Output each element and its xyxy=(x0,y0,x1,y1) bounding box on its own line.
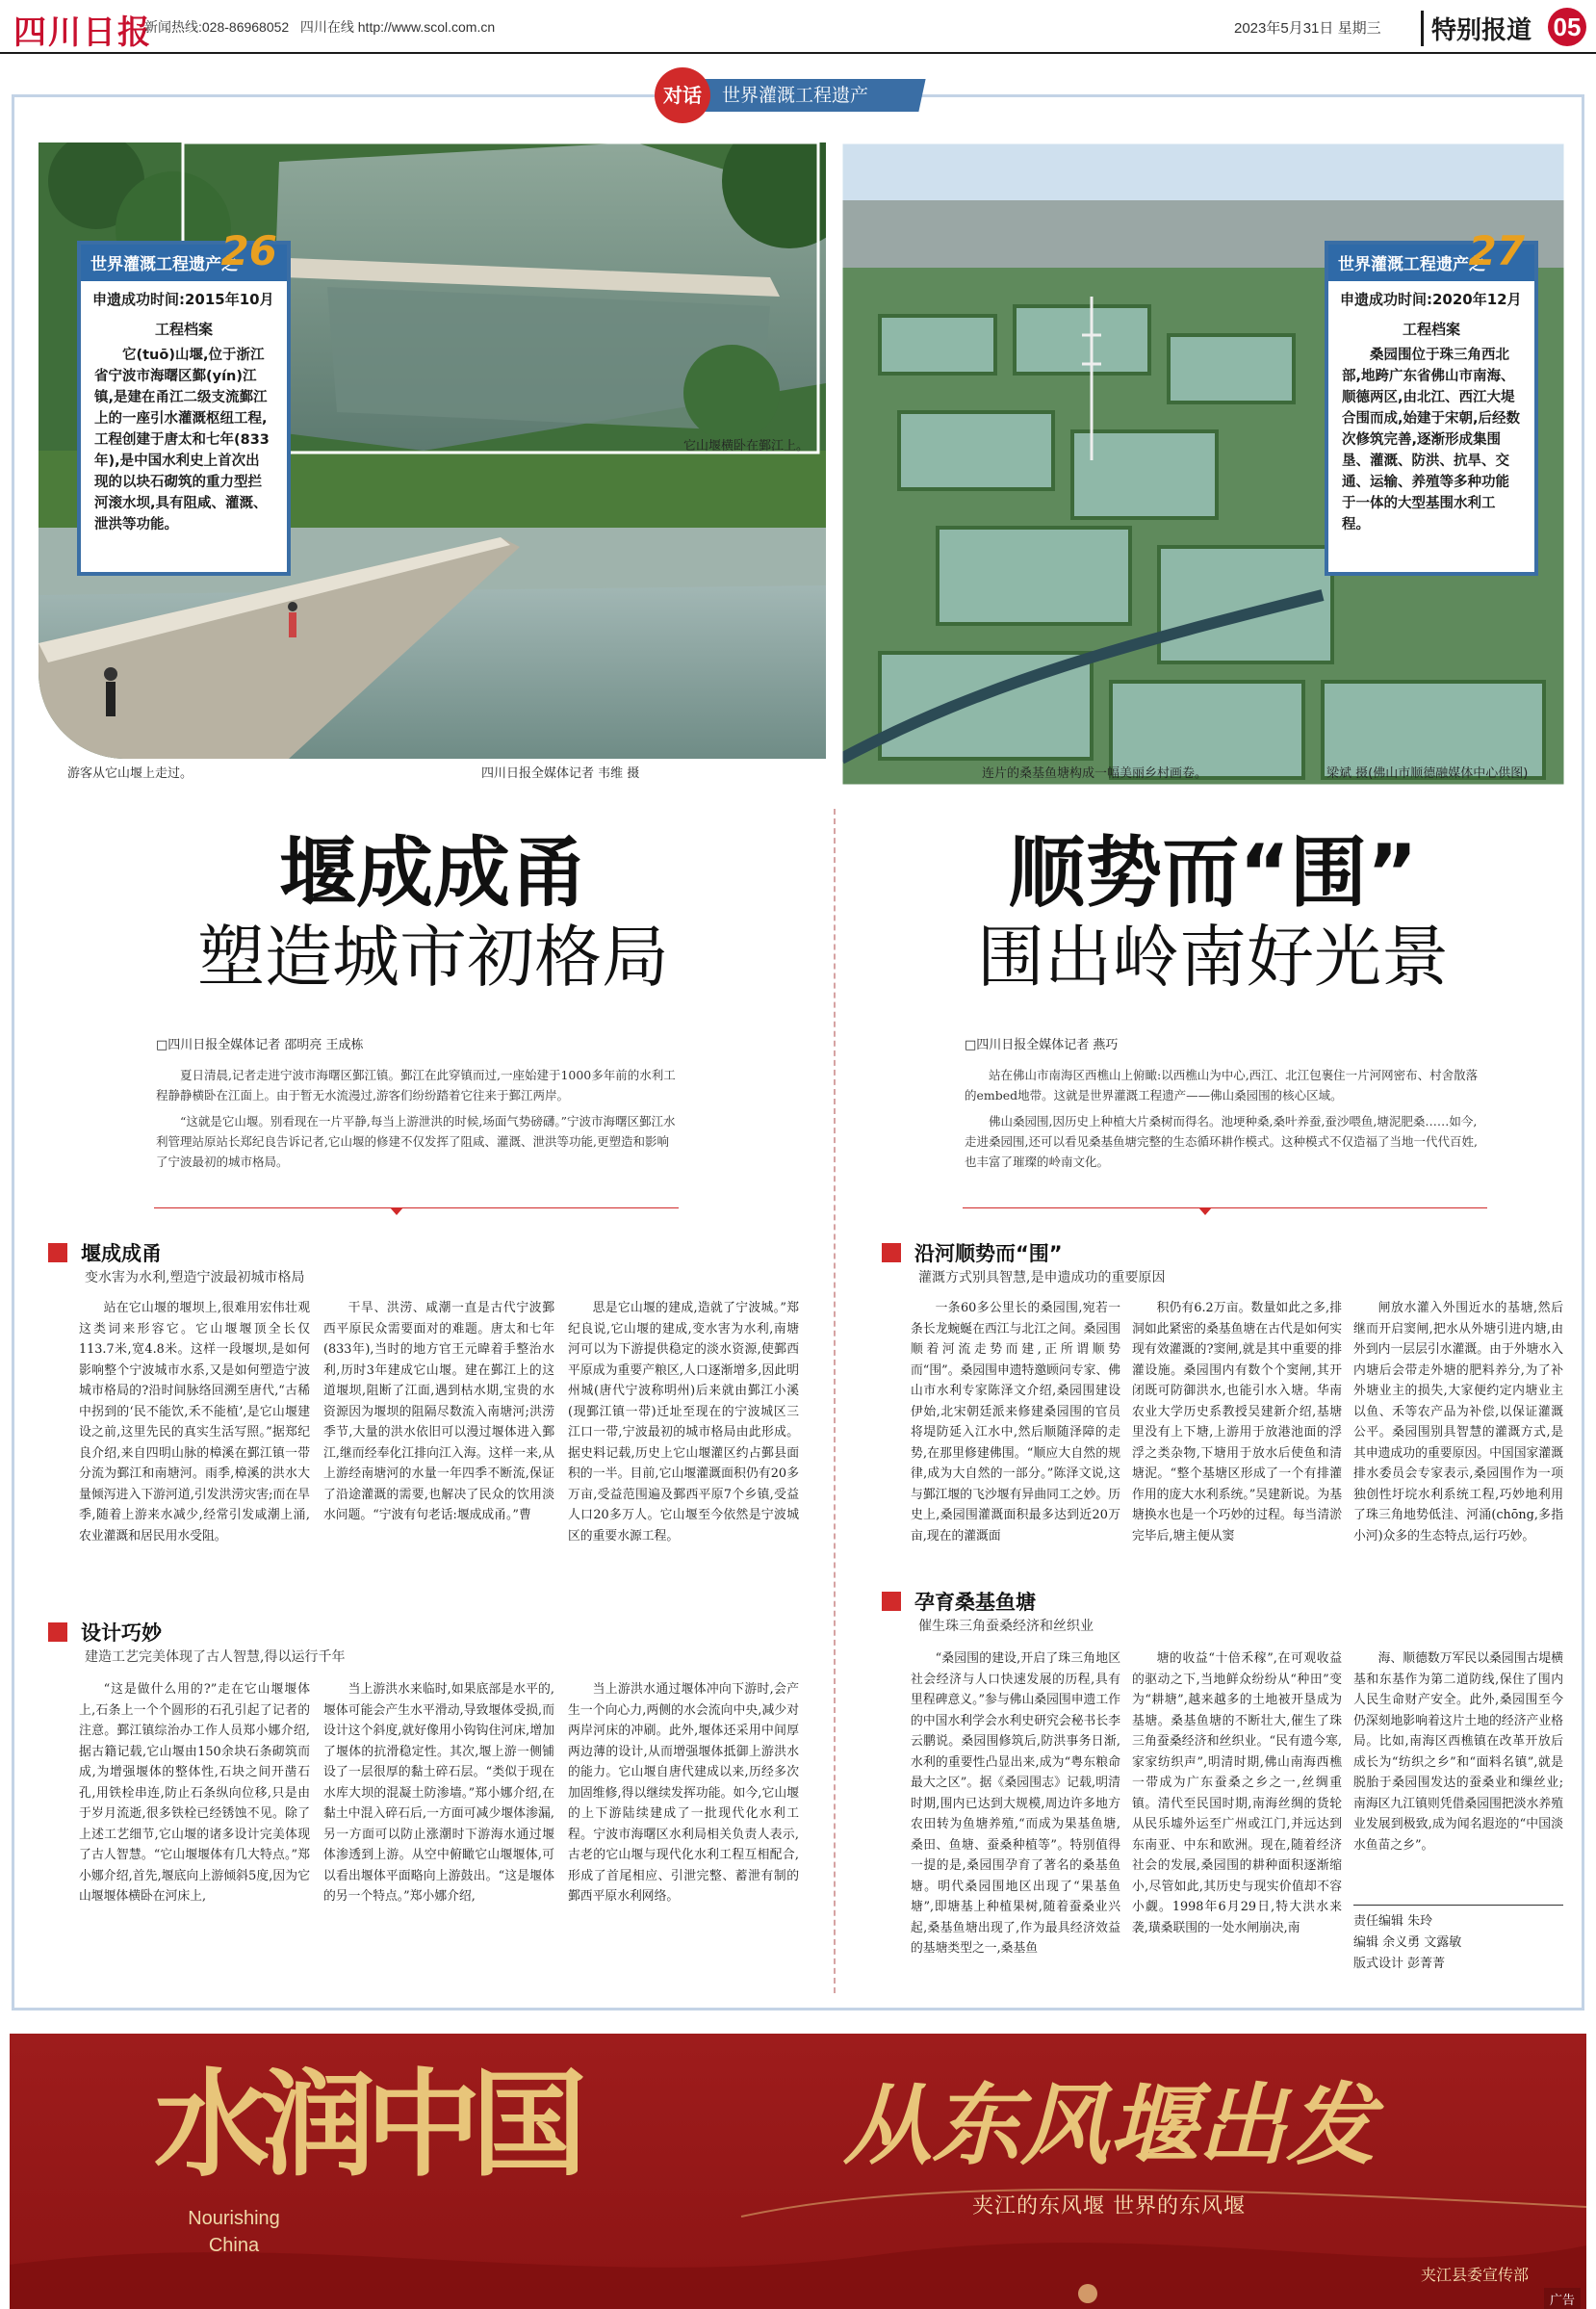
section-title: 特别报道 xyxy=(1421,11,1532,46)
right-photo-caption: 连片的桑基鱼塘构成一幅美丽乡村画卷。 xyxy=(982,766,1208,781)
inset-caption: 它山堰横卧在鄞江上。 xyxy=(683,439,810,454)
hotline: 新闻热线:028-86968052 xyxy=(144,19,290,35)
ad-tagline: 夹江的东风堰 世界的东风堰 xyxy=(972,2194,1246,2218)
lead-paragraph: 夏日清晨,记者走进宁波市海曙区鄞江镇。鄞江在此穿镇而过,一座始建于1000多年前的水利工程静静横卧在江面上。由于暂无水流漫过,游客们纷纷踏着它往来于鄞江两岸。 xyxy=(156,1068,676,1103)
right-byline: □四川日报全媒体记者 燕巧 xyxy=(965,1038,1119,1052)
right-s2-col2 xyxy=(1132,1648,1342,1978)
right-section1-title: 沿河顺势而“围” xyxy=(882,1238,1063,1267)
topic-band xyxy=(697,79,925,112)
right-s2-col1 xyxy=(911,1648,1120,1978)
right-subheadline: 围出岭南好光景 xyxy=(977,918,1449,997)
column-divider xyxy=(834,809,836,1993)
paragraph: 站在它山堰的堰坝上,很难用宏伟壮观这类词来形容它。它山堰堰顶全长仅113.7米,宽4.8米。这样一段堰坝,是如何影响整个宁波城市水系,又是如何塑造宁波城市格局的?沿时间脉络回溯至唐代,“古稀中拐到的‘民不能饮,禾不能植’,是它山堰建设之前,这里先民的真实生活写照。”据郑纪良介绍,来自四明山脉的樟溪在鄞江镇一带分流为鄞江和南塘河。雨季,樟溪的洪水大量倾泻进入下游河道,引发洪涝灾害;而在旱季,随着上游来水减少,经常引发咸潮上涌,农业灌溉和居民用水受阻。 xyxy=(79,1301,310,1544)
lead-rule xyxy=(154,1207,679,1208)
lead-paragraph: 佛山桑园围,因历史上种植大片桑树而得名。池埂种桑,桑叶养蚕,蚕沙喂鱼,塘泥肥桑……如今,走进桑园围,还可以看见桑基鱼塘完整的生态循环耕作模式。这种模式不仅造福了当地一代代百姓,也丰富了璀璨的岭南文化。 xyxy=(965,1114,1478,1169)
card-header xyxy=(81,227,287,281)
topic-badge: 对话 xyxy=(655,67,710,123)
page-number: 05 xyxy=(1548,8,1586,46)
paragraph: 塘的收益“十倍禾稼”,在可观收益的驱动之下,当地鲜众纷纷从“种田”变为“耕塘”,越来越多的土地被开垦成为基塘。桑基鱼塘的不断壮大,催生了珠三角蚕桑经济和丝织业。“民有遗今寒,家家纺织声”,明清时期,佛山南海西樵一带成为广东蚕桑之乡之一,丝绸重镇。清代至民国时期,南海丝绸的货轮从民乐墟外运至广州或江门,并远达到东南亚、中东和欧洲。现在,随着经济社会的发展,桑园围的耕种面积逐渐缩小,尽管如此,其历史与现实价值却不容小觑。1998年6月29日,特大洪水来袭,璜桑联围的一处水闸崩决,南 xyxy=(1132,1651,1342,1935)
lead-rule-marker xyxy=(1198,1207,1212,1215)
card-number: 27 xyxy=(1468,227,1525,274)
topic-title: 世界灌溉工程遗产 xyxy=(722,85,869,106)
card-label: 工程档案 xyxy=(1402,321,1460,338)
website-link[interactable]: 四川在线 http://www.scol.com.cn xyxy=(299,19,496,35)
lead-paragraph: “这就是它山堰。别看现在一片平静,每当上游泄洪的时候,场面气势磅礴。”宁波市海曙区鄞江水利管理站原站长郑纪良告诉记者,它山堰的修建不仅发挥了阻咸、灌溉、泄洪等功能,更塑造和影响了宁波最初的城市格局。 xyxy=(156,1114,676,1169)
advertisement-banner[interactable] xyxy=(10,2034,1586,2309)
card-body: 它(tuō)山堰,位于浙江省宁波市海曙区鄞(yín)江镇,是建在甬江二级支流鄞江上的一座引水灌溉枢纽工程,工程创建于唐太和七年(833年),是中国水利史上首次出现的以块石砌筑的重力型拦河滚水坝,具有阻咸、灌溉、泄洪等功能。 xyxy=(94,348,270,532)
paragraph: 一条60多公里长的桑园围,宛若一条长龙蜿蜒在西江与北江之间。桑园围顺着河流走势而建,正所谓顺势而“围”。桑园围申遗特邀顾问专家、佛山市水利专家陈泽文介绍,桑园围建设伊始,北宋朝廷派来修建桑园围的官员将堤防延入江水中,然后顺随泽障的走势,在那里修建佛围。“顺应大自然的规律,成为大自然的一部分。”陈泽文说,这与鄞江堰的飞沙堰有异曲同工之妙。历史上,桑园围灌溉面积最多达到近20万亩,现在的灌溉面 xyxy=(911,1301,1120,1544)
right-s1-col1 xyxy=(911,1298,1120,1577)
editor-line: 责任编辑 朱玲 xyxy=(1353,1914,1433,1929)
card-series: 世界灌溉工程遗产之 xyxy=(1338,255,1485,274)
card-header xyxy=(1328,227,1534,281)
lead-rule xyxy=(963,1207,1487,1208)
paragraph: 当上游洪水来临时,如果底部是水平的,堰体可能会产生水平滑动,导致堰体受损,而设计这个斜度,就好像用小钩钩住河床,增加了堰体的抗滑稳定性。其次,堰上游一侧铺设了一层很厚的黏土碎石层。“类似于现在水库大坝的混凝土防渗墙。”郑小娜介绍,在黏土中混入碎石后,一方面可减少堰体渗漏,另一方面可以防止涨潮时下游海水通过堰体渗透到上游。从空中俯瞰它山堰堰体,可以看出堰体平面略向上游鼓出。“这是堰体的另一个特点。”郑小娜介绍, xyxy=(323,1682,554,1904)
editor-credits xyxy=(1353,1905,1563,1975)
right-s1-col2 xyxy=(1132,1298,1342,1577)
right-s1-col3 xyxy=(1353,1298,1563,1577)
ad-en-line2: China xyxy=(208,2235,260,2256)
card-date: 申遗成功时间:2020年12月 xyxy=(1340,291,1522,308)
lead-rule-marker xyxy=(390,1207,403,1215)
card-date: 申遗成功时间:2015年10月 xyxy=(92,291,274,308)
left-photo-caption: 游客从它山堰上走过。 xyxy=(67,766,193,781)
ad-en-line1: Nourishing xyxy=(188,2208,280,2229)
ad-left-english xyxy=(162,2205,306,2259)
card-label: 工程档案 xyxy=(154,321,213,338)
topic-banner xyxy=(655,67,924,117)
left-photo-credit: 四川日报全媒体记者 韦维 摄 xyxy=(481,766,640,781)
left-section2-title: 设计巧妙 xyxy=(48,1618,162,1647)
ad-label: 广告 xyxy=(1544,2288,1581,2309)
right-s2-col3 xyxy=(1353,1648,1563,1897)
card-body: 桑园围位于珠三角西北部,地跨广东省佛山市南海、顺德两区,由北江、西江大堤合围而成,始建于宋朝,后经数次修筑完善,逐渐形成集围垦、灌溉、防洪、抗旱、交通、运输、养殖等多种功能于一体的大型基围水利工程。 xyxy=(1342,348,1521,532)
paragraph: “桑园围的建设,开启了珠三角地区社会经济与人口快速发展的历程,具有里程碑意义。”参与佛山桑园围申遗工作的中国水利学会水利史研究会秘书长李云鹏说。桑园围修筑后,防洪事务日渐,水利的重要性凸显出来,成为“粤东粮命最大之区”。据《桑园围志》记载,明清时期,围内已达到大规模,周边许多地方农田转为鱼塘养殖,“而成为果基鱼塘,桑田、鱼塘、蚕桑种植等”。特别值得一提的是,桑园围孕育了著名的桑基鱼塘。明代桑园围地区出现了“果基鱼塘”,即塘基上种植果树,随着蚕桑业兴起,桑基鱼塘出现了,作为最具经济效益的基塘类型之一,桑基鱼 xyxy=(911,1651,1120,1956)
left-s2-col3 xyxy=(568,1679,799,1978)
left-section1-title: 堰成成甬 xyxy=(48,1238,162,1267)
paragraph: 闸放水灌入外围近水的基塘,然后继而开启窦闸,把水从外塘引进内塘,由外到内一层层引水灌溉。由于外塘水入内塘后会带走外塘的肥料养分,为了补外塘业主的损失,大家便约定内塘业主以鱼、禾等农产品为补偿,以保证灌溉公平。桑园围别具智慧的灌溉方式,是其申遗成功的重要原因。中国国家灌溉排水委员会专家表示,桑园围作为一项独创性圩垸水利系统工程,巧妙地利用了珠三角地势低洼、河涌(chōng,多指小河)众多的生态特点,运行巧妙。 xyxy=(1353,1301,1563,1544)
paragraph: 海、顺德数万军民以桑园围古堤横基和东基作为第二道防线,保住了围内人民生命财产安全。此外,桑园围至今仍深刻地影响着这片土地的经济产业格局。比如,南海区西樵镇在改革开放后成长为“纺织之乡”和“面料名镇”,就是脱胎于桑园围发达的蚕桑业和缫丝业;南海区九江镇则凭借桑园围把淡水养殖业发展到极致,成为闻名遐迩的“中国淡水鱼苗之乡”。 xyxy=(1353,1651,1563,1853)
right-section2-title: 孕育桑基鱼塘 xyxy=(882,1587,1036,1616)
paragraph: 当上游洪水通过堰体冲向下游时,会产生一个向心力,两侧的水会流向中央,减少对两岸河床的冲刷。此外,堰体还采用中间厚两边薄的设计,从而增强堰体抵御上游洪水的能力。它山堰自唐代建成以来,历经多次加固维修,得以继续发挥功能。如今,它山堰的上下游陆续建成了一批现代化水利工程。宁波市海曙区水利局相关负责人表示,古老的它山堰与现代化水利工程互相配合,形成了首尾相应、引泄完整、蓄泄有制的鄞西平原水利网络。 xyxy=(568,1682,799,1904)
left-subheadline: 塑造城市初格局 xyxy=(197,918,669,997)
card-number: 26 xyxy=(220,227,277,274)
left-headline: 堰成成甬 xyxy=(279,828,587,918)
right-photo-credit: 梁斌 摄(佛山市顺德融媒体中心供图) xyxy=(1326,766,1529,781)
right-section1-subtitle: 灌溉方式别具智慧,是申遗成功的重要原因 xyxy=(918,1270,1166,1285)
card-series: 世界灌溉工程遗产之 xyxy=(90,255,238,274)
left-section2-subtitle: 建造工艺完美体现了古人智慧,得以运行千年 xyxy=(85,1649,346,1665)
lead-paragraph: 站在佛山市南海区西樵山上俯瞰:以西樵山为中心,西江、北江包裹住一片河网密布、村舍散落的embed地带。这就是世界灌溉工程遗产——佛山桑园围的核心区域。 xyxy=(965,1068,1479,1103)
left-s2-col2 xyxy=(323,1679,554,1978)
left-s1-col1 xyxy=(79,1298,310,1596)
masthead-contact xyxy=(144,17,495,37)
ad-right-title: 从东风堰出发 xyxy=(843,2073,1376,2177)
right-section2-subtitle: 催生珠三角蚕桑经济和丝织业 xyxy=(918,1619,1094,1634)
paragraph: 干旱、洪涝、咸潮一直是古代宁波鄞西平原民众需要面对的难题。唐太和七年(833年),当时的地方官王元暐着手整治水利,历时3年建成它山堰。建在鄞江上的这道堰坝,阻断了江面,遇到枯水期,宝贵的水资源因为堰坝的阻隔尽数流入南塘河;洪涝季节,大量的洪水依旧可以漫过堰体进入鄞江,继而经奉化江排向江入海。这样一来,从上游经南塘河的水量一年四季不断流,保证了沿途灌溉的需要,也解决了民众的饮用淡水问题。“宁波有句老话:堰成成甬。”曹 xyxy=(323,1301,554,1522)
left-section1-subtitle: 变水害为水利,塑造宁波最初城市格局 xyxy=(85,1270,305,1285)
issue-date: 2023年5月31日 星期三 xyxy=(1234,20,1381,37)
editor-line: 版式设计 彭菁菁 xyxy=(1353,1957,1446,1971)
paragraph: 思是它山堰的建成,造就了宁波城。”郑纪良说,它山堰的建成,变水害为水利,南塘河可以为下游提供稳定的淡水资源,使鄞西平原成为重要产粮区,人口逐渐增多,因此明州城(唐代宁波称明州)后来就由鄞江小溪(现鄞江镇一带)迁址至现在的宁波城区三江口一带,宁波最初的城市格局由此形成。据史料记载,历史上它山堰灌区约占鄞县面积的一半。目前,它山堰灌溉面积仍有20多万亩,受益范围遍及鄞西平原7个乡镇,受益人口20多万人。它山堰至今依然是宁波城区的重要水源工程。 xyxy=(568,1301,799,1544)
left-s2-col1 xyxy=(79,1679,310,1978)
paragraph: 积仍有6.2万亩。数量如此之多,排洞如此紧密的桑基鱼塘在古代是如何实现有效灌溉的?窦闸,就是其中重要的排灌设施。桑园围内有数个个窦闸,其开闭既可防御洪水,也能引水入塘。华南农业大学历史系教授吴建新介绍,基塘里没有上下塘,上游用于放港池面的浮浮之类杂物,下塘用于放水后使鱼和清塘泥。“整个基塘区形成了一个有排灌作用的庞大水利系统。”吴建新说。为基塘换水也是一个巧妙的过程。每当清淤完毕后,塘主便从窦 xyxy=(1132,1301,1342,1544)
newspaper-logo: 四川日报 xyxy=(13,13,152,52)
left-lead xyxy=(156,1065,676,1172)
ad-left-title: 水润中国 xyxy=(154,2057,578,2192)
ad-organization: 夹江县委宣传部 xyxy=(1421,2266,1530,2284)
editor-line: 编辑 余义勇 文露敏 xyxy=(1353,1935,1462,1950)
right-lead xyxy=(965,1065,1484,1172)
left-s1-col3 xyxy=(568,1298,799,1596)
left-s1-col2 xyxy=(323,1298,554,1596)
right-headline: 顺势而“围” xyxy=(1008,828,1418,918)
right-info-card xyxy=(1325,227,1538,576)
left-info-card xyxy=(77,227,291,576)
left-byline: □四川日报全媒体记者 邵明亮 王成栋 xyxy=(156,1038,364,1052)
paragraph: “这是做什么用的?”走在它山堰堰体上,石条上一个个圆形的石孔引起了记者的注意。鄞江镇综治办工作人员郑小娜介绍,据古籍记载,它山堰由150余块石条砌筑而成,为增强堰体的整体性,石块之间开凿石孔,用铁栓串连,防止石条纵向位移,只是由于岁月流逝,很多铁栓已经锈蚀不见。除了上述工艺细节,它山堰的诸多设计完美体现了古人智慧。“它山堰堰体有几大特点。”郑小娜介绍,首先,堰底向上游倾斜5度,因为它山堰堰体横卧在河床上, xyxy=(79,1682,310,1904)
